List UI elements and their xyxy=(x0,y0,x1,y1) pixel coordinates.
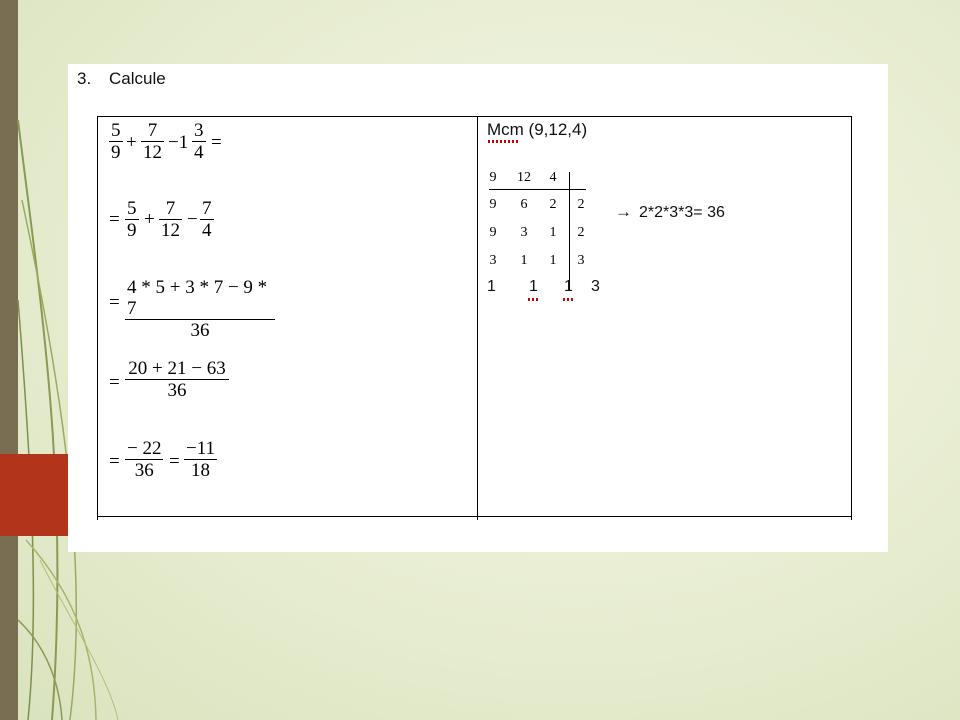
exercise-title: Calcule xyxy=(109,69,166,88)
factor-table-vline xyxy=(569,172,570,290)
arrow-icon: → xyxy=(615,202,632,221)
equals-sign: = xyxy=(109,372,120,393)
minus-sign: − xyxy=(187,209,198,230)
slide-content-panel: 3. Calcule 5 9 + 7 12 −1 3 4 = = 5 9 + 7 12 − 7 4 = 4 * 5 + 3 * 7 − 9 * 7 36 = 20 + 21 − 63 36 = − 22 36 = −11 18 Mcm (9,12,4) 9 12 4 9 6 2 2 9 3 1 2 3 1 1 3 1 1 1 3 → 2*2*3*3= 36 xyxy=(68,64,888,552)
equals-sign: = xyxy=(109,451,120,472)
fraction-expression: 4 * 5 + 3 * 7 − 9 * 7 36 xyxy=(125,277,275,341)
equals-sign: = xyxy=(169,451,180,472)
plus-sign: + xyxy=(126,132,137,153)
fraction-7-12: 7 12 xyxy=(161,198,180,241)
equals-sign: = xyxy=(109,209,120,230)
lcm-result: 2*2*3*3= 36 xyxy=(639,204,725,221)
equals-sign: = xyxy=(109,292,120,313)
table-right-border xyxy=(851,116,852,520)
exercise-number: 3. xyxy=(77,69,92,88)
equals-sign: = xyxy=(211,132,222,153)
factor-table-hline xyxy=(489,189,586,190)
table-divider xyxy=(477,116,478,520)
fraction-7-12: 7 12 xyxy=(143,120,162,163)
fraction-expression: 20 + 21 − 63 36 xyxy=(125,358,229,401)
fraction-5-9: 5 9 xyxy=(111,120,121,163)
table-top-border xyxy=(97,116,852,117)
fraction-neg11-18: −11 18 xyxy=(186,438,216,481)
fraction-7-4: 7 4 xyxy=(202,198,212,241)
fraction-neg22-36: − 22 36 xyxy=(127,438,162,481)
table-left-border xyxy=(97,116,98,520)
minus-one: −1 xyxy=(168,132,189,153)
spellcheck-underline xyxy=(563,298,573,301)
table-bottom-border xyxy=(97,516,852,517)
decorative-red-block xyxy=(0,454,68,536)
lcm-heading: Mcm (9,12,4) xyxy=(487,120,588,139)
spellcheck-underline xyxy=(488,140,520,143)
fraction-5-9: 5 9 xyxy=(127,198,137,241)
spellcheck-underline xyxy=(528,298,538,301)
fraction-3-4: 3 4 xyxy=(194,120,204,163)
plus-sign: + xyxy=(144,209,155,230)
